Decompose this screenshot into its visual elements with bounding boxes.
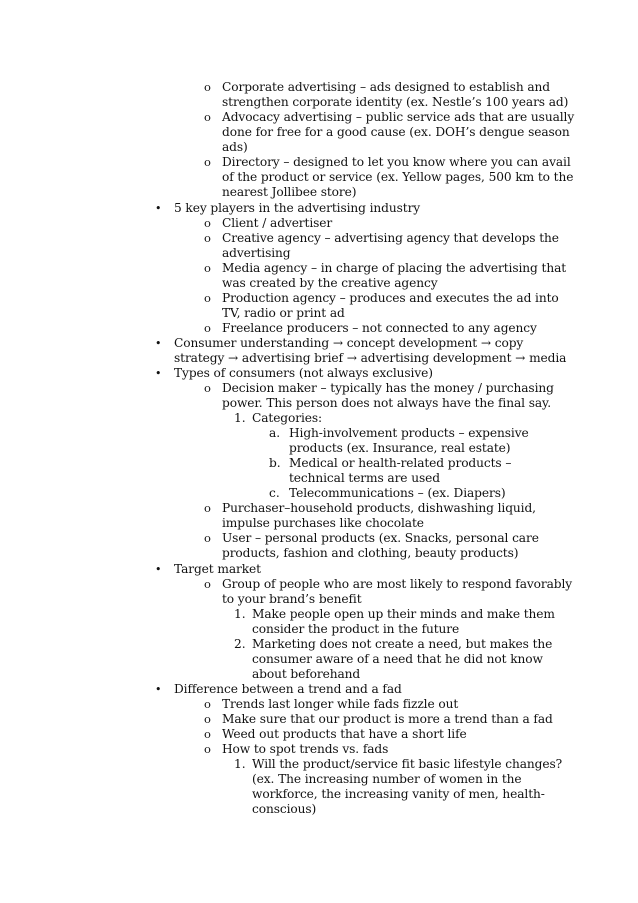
- bullet-marker: o: [204, 697, 211, 711]
- bullet-marker: o: [204, 577, 211, 591]
- list-item-text: Decision maker – typically has the money / purchasing: [222, 381, 554, 395]
- list-item-text: Marketing does not create a need, but makes the: [252, 637, 553, 651]
- list-item-text: User – personal products (ex. Snacks, personal care: [222, 531, 539, 545]
- list-item-text: 5 key players in the advertising industry: [174, 201, 421, 215]
- list-item-text: Corporate advertising – ads designed to establish and: [222, 80, 550, 94]
- list-item-text: Make sure that our product is more a trend than a fad: [222, 712, 553, 726]
- bullet-marker: o: [204, 291, 211, 305]
- list-item-text: strategy → advertising brief → advertising development → media: [174, 351, 567, 365]
- list-item-text: Freelance producers – not connected to any agency: [222, 321, 537, 335]
- bullet-marker: o: [204, 261, 211, 275]
- bullet-marker: o: [204, 742, 211, 756]
- bullet-marker: •: [155, 337, 162, 350]
- list-item-text: Medical or health-related products –: [289, 456, 512, 470]
- bullet-marker: o: [204, 531, 211, 545]
- list-item-text: of the product or service (ex. Yellow pages, 500 km to the: [222, 170, 574, 184]
- list-item-text: Consumer understanding → concept development → copy: [174, 336, 524, 350]
- list-number: 1.: [234, 607, 246, 621]
- list-item-text: to your brand’s benefit: [222, 592, 362, 606]
- list-item-text: Difference between a trend and a fad: [174, 682, 402, 696]
- bullet-marker: o: [204, 712, 211, 726]
- list-item-text: about beforehand: [252, 667, 361, 681]
- list-item-text: How to spot trends vs. fads: [222, 742, 389, 756]
- list-item-text: products, fashion and clothing, beauty products): [222, 546, 519, 560]
- list-number: 1.: [234, 757, 246, 771]
- bullet-marker: o: [204, 155, 211, 169]
- bullet-marker: o: [204, 381, 211, 395]
- list-item-text: Will the product/service fit basic lifestyle changes?: [252, 757, 563, 771]
- list-item-text: Make people open up their minds and make them: [252, 607, 555, 621]
- list-item-text: Weed out products that have a short life: [222, 727, 467, 741]
- bullet-marker: o: [204, 80, 211, 94]
- list-item-text: ads): [222, 140, 248, 154]
- bullet-marker: •: [155, 683, 162, 696]
- bullet-marker: o: [204, 501, 211, 515]
- list-item-text: Target market: [174, 562, 261, 576]
- list-item-text: Telecommunications – (ex. Diapers): [289, 486, 506, 500]
- list-item-text: done for free for a good cause (ex. DOH’s dengue season: [222, 125, 570, 139]
- list-item-text: (ex. The increasing number of women in the: [252, 772, 522, 786]
- list-item-text: Advocacy advertising – public service ads that are usually: [222, 110, 575, 124]
- bullet-marker: o: [204, 321, 211, 335]
- list-item-text: Client / advertiser: [222, 216, 333, 230]
- list-item-text: strengthen corporate identity (ex. Nestle’s 100 years ad): [222, 95, 569, 109]
- list-item-text: Categories:: [252, 411, 323, 425]
- list-number: c.: [269, 486, 280, 500]
- bullet-marker: o: [204, 110, 211, 124]
- bullet-marker: o: [204, 727, 211, 741]
- bullet-marker: o: [204, 216, 211, 230]
- list-item-text: consider the product in the future: [252, 622, 460, 636]
- list-item-text: power. This person does not always have the final say.: [222, 396, 551, 410]
- list-item-text: impulse purchases like chocolate: [222, 516, 424, 530]
- list-item-text: advertising: [222, 246, 291, 260]
- list-number: b.: [269, 456, 281, 470]
- list-item-text: nearest Jollibee store): [222, 185, 357, 199]
- list-number: 2.: [234, 637, 246, 651]
- list-item-text: High-involvement products – expensive: [289, 426, 529, 440]
- list-item-text: TV, radio or print ad: [222, 306, 345, 320]
- list-item-text: Media agency – in charge of placing the advertising that: [222, 261, 567, 275]
- list-item-text: Production agency – produces and executes the ad into: [222, 291, 559, 305]
- list-item-text: workforce, the increasing vanity of men, health-: [252, 787, 545, 801]
- list-item-text: Types of consumers (not always exclusive): [174, 366, 433, 380]
- list-item-text: Creative agency – advertising agency that develops the: [222, 231, 559, 245]
- bullet-marker: •: [155, 202, 162, 215]
- list-item-text: was created by the creative agency: [222, 276, 438, 290]
- list-item-text: Group of people who are most likely to respond favorably: [222, 577, 573, 591]
- list-number: a.: [269, 426, 281, 440]
- list-item-text: technical terms are used: [289, 471, 440, 485]
- list-item-text: consumer aware of a need that he did not know: [252, 652, 543, 666]
- bullet-marker: o: [204, 231, 211, 245]
- list-item-text: Trends last longer while fads fizzle out: [222, 697, 459, 711]
- bullet-marker: •: [155, 367, 162, 380]
- list-item-text: conscious): [252, 802, 317, 816]
- list-item-text: Purchaser–household products, dishwashing liquid,: [222, 501, 536, 515]
- list-item-text: Directory – designed to let you know where you can avail: [222, 155, 571, 169]
- list-number: 1.: [234, 411, 246, 425]
- bullet-marker: •: [155, 563, 162, 576]
- list-item-text: products (ex. Insurance, real estate): [289, 441, 511, 455]
